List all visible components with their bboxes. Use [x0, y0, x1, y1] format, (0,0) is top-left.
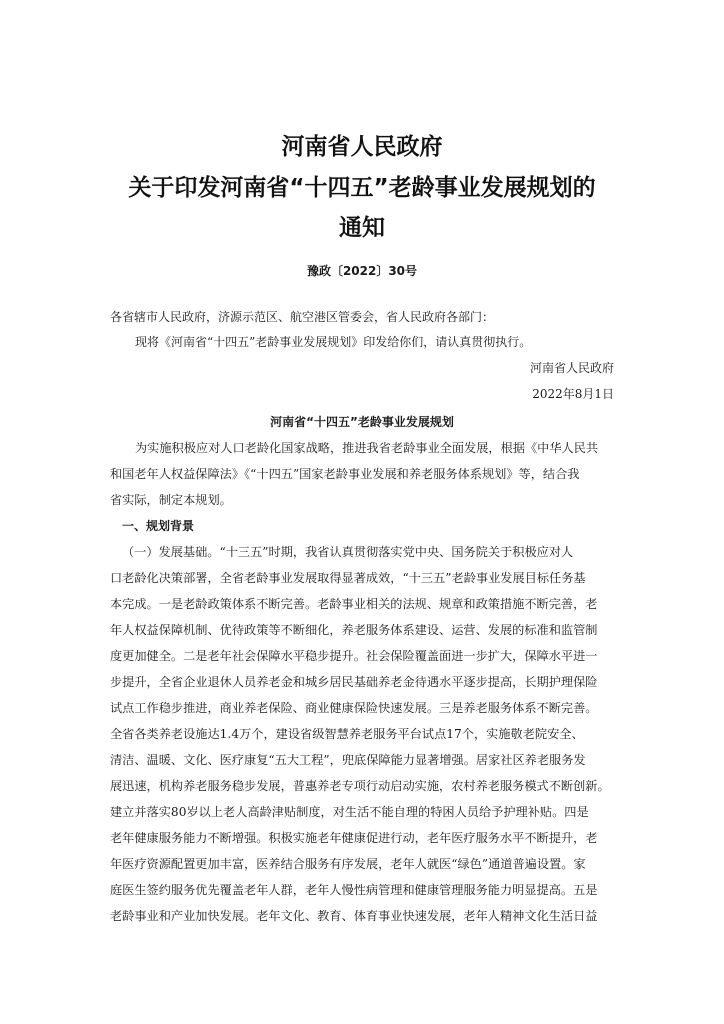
paragraph-line: 展迅速，机构养老服务稳步发展，普惠养老专项行动启动实施，农村养老服务模式不断创新。: [110, 779, 610, 793]
notice-body: 现将《河南省“十四五”老龄事业发展规划》印发给你们，请认真贯彻执行。: [135, 335, 532, 349]
paragraph-line: 试点工作稳步推进，商业养老保险、商业健康保险快速发展。三是养老服务体系不断完善。: [110, 701, 598, 715]
paragraph-line: 老龄事业和产业加快发展。老年文化、教育、体育事业快速发展，老年人精神文化生活日益: [110, 909, 598, 923]
paragraph-line: 庭医生签约服务优先覆盖老年人群，老年人慢性病管理和健康管理服务能力明显提高。五是: [110, 883, 598, 897]
intro-line: 省实际，制定本规划。: [110, 493, 232, 507]
paragraph-line: 全省各类养老设施达1.4万个，建设省级智慧养老服务平台试点17个，实施敬老院安全、: [110, 727, 584, 741]
intro-line: 为实施积极应对人口老龄化国家战略，推进我省老龄事业全面发展，根据《中华人民共: [135, 441, 599, 455]
title-line-2: 关于印发河南省“十四五”老龄事业发展规划的: [128, 175, 596, 201]
paragraph-line: 本完成。一是老龄政策体系不断完善。老龄事业相关的法规、规章和政策措施不断完善，老: [110, 597, 598, 611]
section-heading: 一、规划背景: [122, 519, 195, 533]
paragraph-line: 建立并落实80岁以上老人高龄津贴制度，对生活不能自理的特困人员给予护理补贴。四是: [110, 805, 589, 819]
paragraph-line: 老年健康服务能力不断增强。积极实施老年健康促进行动，老年医疗服务水平不断提升，老: [110, 831, 598, 845]
paragraph-line: （一）发展基础。“十三五”时期，我省认真贯彻落实党中央、国务院关于积极应对人: [122, 545, 574, 559]
intro-line: 和国老年人权益保障法》《“十四五”国家老龄事业发展和养老服务体系规划》等，结合我: [110, 467, 580, 481]
plan-title: 河南省“十四五”老龄事业发展规划: [270, 415, 454, 429]
title-line-1: 河南省人民政府: [281, 134, 443, 160]
paragraph-line: 口老龄化决策部署，全省老龄事业发展取得显著成效，“十三五”老龄事业发展目标任务基: [110, 571, 586, 585]
title-line-3: 通知: [339, 215, 385, 241]
paragraph-line: 度更加健全。二是老年社会保障水平稳步提升。社会保险覆盖面进一步扩大，保障水平进一: [110, 649, 598, 663]
addressee: 各省辖市人民政府，济源示范区、航空港区管委会，省人民政府各部门：: [110, 310, 495, 324]
paragraph-line: 年医疗资源配置更加丰富，医养结合服务有序发展，老年人就医“绿色”通道普遍设置。家: [110, 857, 586, 871]
paragraph-line: 清洁、温暖、文化、医疗康复“五大工程”，兜底保障能力显著增强。居家社区养老服务发: [110, 753, 586, 767]
issuer: 河南省人民政府: [529, 361, 614, 375]
paragraph-line: 年人权益保障机制、优待政策等不断细化，养老服务体系建设、运营、发展的标准和监管制: [110, 623, 598, 637]
paragraph-line: 步提升，全省企业退休人员养老金和城乡居民基础养老金待遇水平逐步提高，长期护理保险: [110, 675, 598, 689]
document-number: 豫政〔2022〕30号: [306, 264, 418, 278]
issue-date: 2022年8月1日: [532, 387, 614, 401]
